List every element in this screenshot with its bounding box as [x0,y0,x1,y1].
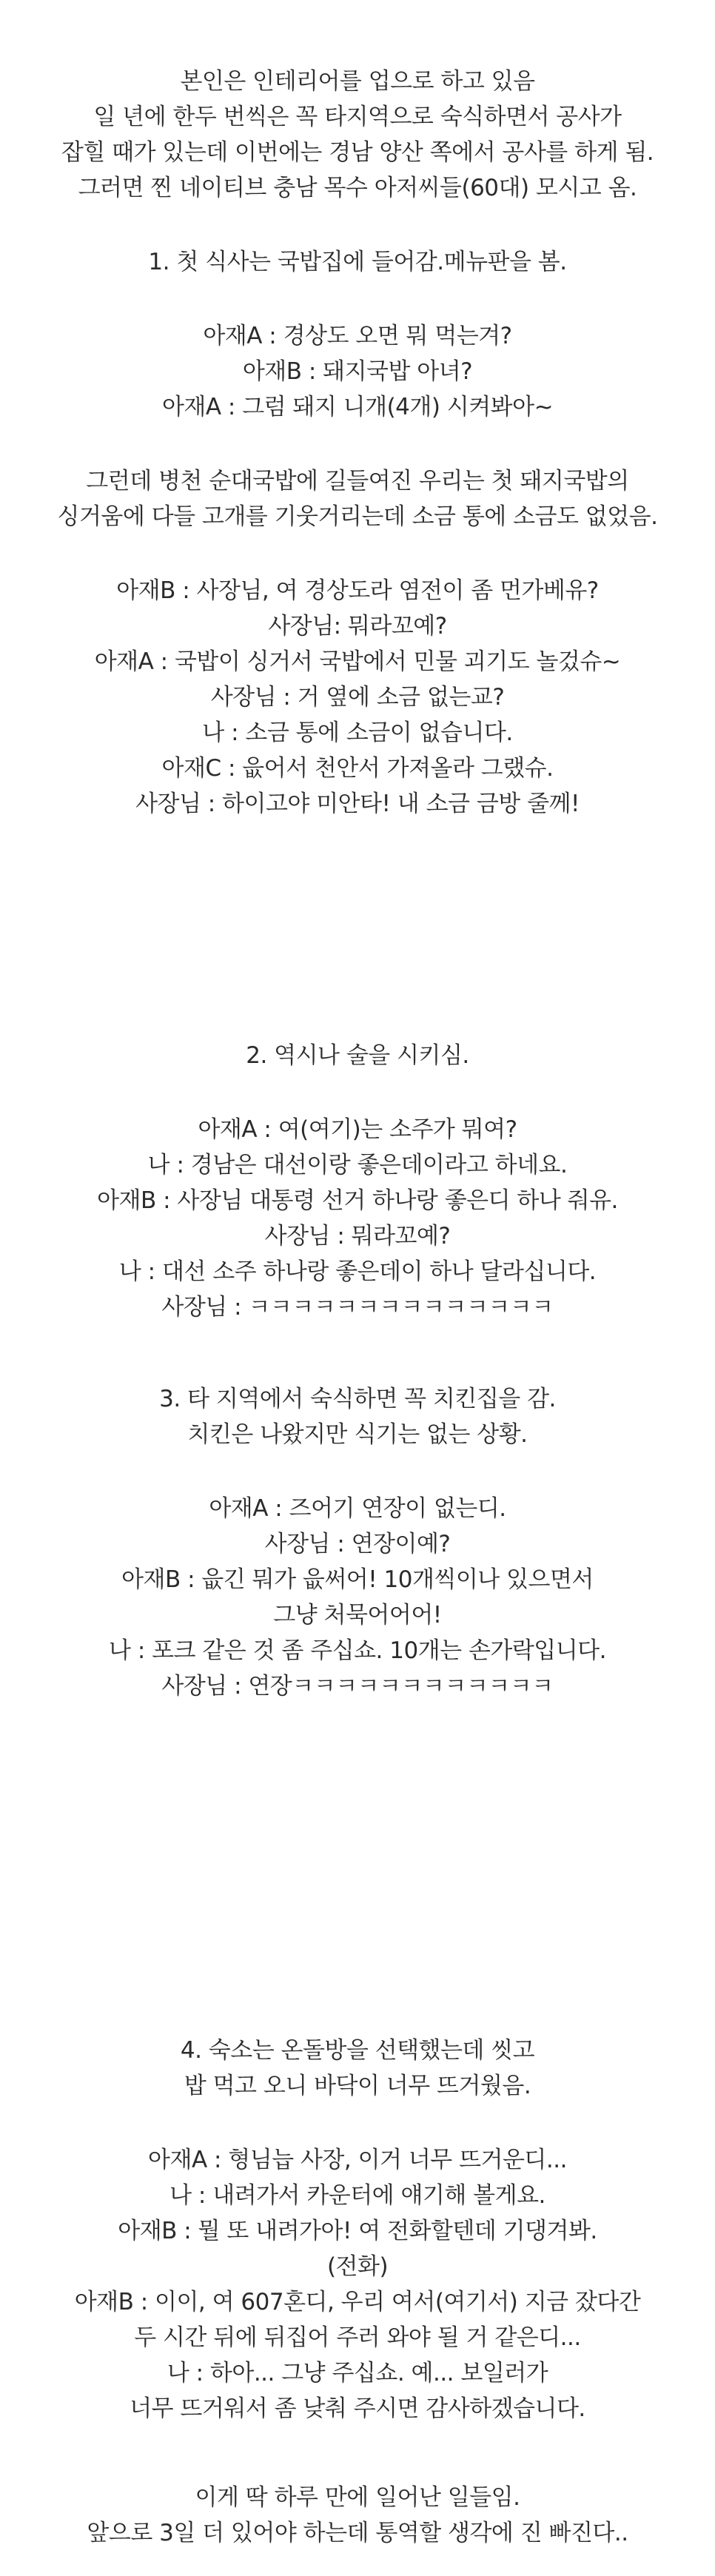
dialog-line: 아재A : 경상도 오면 뭐 먹는겨? [203,323,512,349]
dialog-line: 두 시간 뒤에 뒤집어 주러 와야 될 거 같은디... [134,2324,581,2351]
dialog-line: 아재A : 그럼 돼지 니개(4개) 시켜봐아~ [161,394,554,420]
dialog-line: 아재B : 읎긴 뭐가 읎써어! 10개씩이나 있으면서 [121,1566,594,1593]
section-heading: 1. 첫 식사는 국밥집에 들어감.메뉴판을 봄. [148,249,567,275]
dialog-line: 아재A : 여(여기)는 소주가 뭐여? [198,1116,517,1143]
dialog-line: 사장님: 뭐라꼬예? [268,613,447,640]
section-4 [0,2033,715,2426]
dialog-line: 그냥 처묵어어어! [273,1602,442,1629]
dialog-line: 아재A : 국밥이 싱거서 국밥에서 민물 괴기도 놀겄슈~ [94,648,621,675]
dialog-line: 아재B : 돼지국밥 아녀? [242,358,473,385]
dialog-line: 사장님 : 연장ㅋㅋㅋㅋㅋㅋㅋㅋㅋㅋㅋㅋ [161,1673,554,1700]
narration-line: 그런데 병천 순대국밥에 길들여진 우리는 첫 돼지국밥의 [86,468,629,494]
dialog-line: 아재B : 이이, 여 607혼디, 우리 여서(여기서) 지금 잤다간 [74,2289,641,2315]
dialog-line: 아재A : 즈어기 연장이 없는디. [209,1495,506,1522]
section-3 [0,1381,715,1704]
dialog-line: 나 : 포크 같은 것 좀 주십쇼. 10개는 손가락입니다. [109,1637,606,1664]
intro-paragraph [0,64,715,206]
section-heading: 3. 타 지역에서 숙식하면 꼭 치킨집을 감. [159,1386,556,1412]
section-heading: 2. 역시나 술을 시키심. [246,1042,469,1069]
dialog-line: 나 : 내려가서 카운터에 얘기해 볼게요. [169,2182,546,2209]
dialog-line: 아재A : 형님늡 사장, 이거 너무 뜨거운디... [148,2147,567,2173]
dialog-line: 사장님 : ㅋㅋㅋㅋㅋㅋㅋㅋㅋㅋㅋㅋㅋㅋ [161,1294,554,1321]
text-line: 앞으로 3일 더 있어야 하는데 통역할 생각에 진 빠진다.. [87,2520,628,2546]
section-heading: 밥 먹고 오니 바닥이 너무 뜨거웠음. [184,2073,531,2099]
narration-line: 싱거움에 다들 고개를 기웃거리는데 소금 통에 소금도 없었음. [57,503,658,530]
outro-paragraph [0,2480,715,2551]
section-heading: 치킨은 나왔지만 식기는 없는 상황. [187,1421,528,1448]
dialog-line: 사장님 : 연장이예? [264,1531,451,1557]
dialog-line: 나 : 소금 통에 소금이 없습니다. [202,720,513,746]
dialog-line: 사장님 : 거 옆에 소금 없는교? [210,684,505,711]
text-line: 일 년에 한두 번씩은 꼭 타지역으로 숙식하면서 공사가 [93,104,622,130]
dialog-line: 나 : 대선 소주 하나랑 좋은데이 하나 달라십니다. [118,1258,597,1285]
text-line: 그러면 찐 네이티브 충남 목수 아저씨들(60대) 모시고 옴. [78,175,637,201]
text-line: 본인은 인테리어를 업으로 하고 있음 [180,68,535,95]
section-heading: 4. 숙소는 온돌방을 선택했는데 씻고 [180,2037,535,2064]
dialog-line: 너무 뜨거워서 좀 낮춰 주시면 감사하겠습니다. [130,2395,585,2422]
text-line: 이게 딱 하루 만에 일어난 일들임. [195,2484,520,2511]
dialog-line: 아재B : 사장님 대통령 선거 하나랑 좋은디 하나 줘유. [97,1187,618,1214]
dialog-line: 사장님 : 뭐라꼬예? [264,1223,451,1250]
section-2 [0,1038,715,1325]
dialog-line: (전화) [326,2253,389,2280]
dialog-line: 나 : 하아... 그냥 주십쇼. 예... 보일러가 [167,2360,548,2387]
dialog-line: 아재B : 뭘 또 내려가아! 여 전화할텐데 기댕겨봐. [118,2218,597,2244]
dialog-line: 아재B : 사장님, 여 경상도라 염전이 좀 먼가베유? [116,577,599,604]
dialog-line: 나 : 경남은 대선이랑 좋은데이라고 하네요. [147,1152,568,1178]
text-line: 잡힐 때가 있는데 이번에는 경남 양산 쪽에서 공사를 하게 됨. [61,139,654,166]
dialog-line: 사장님 : 하이고야 미안타! 내 소금 금방 줄께! [135,791,580,817]
dialog-line: 아재C : 읎어서 천안서 가져올라 그랬슈. [161,755,554,782]
section-1 [0,244,715,822]
